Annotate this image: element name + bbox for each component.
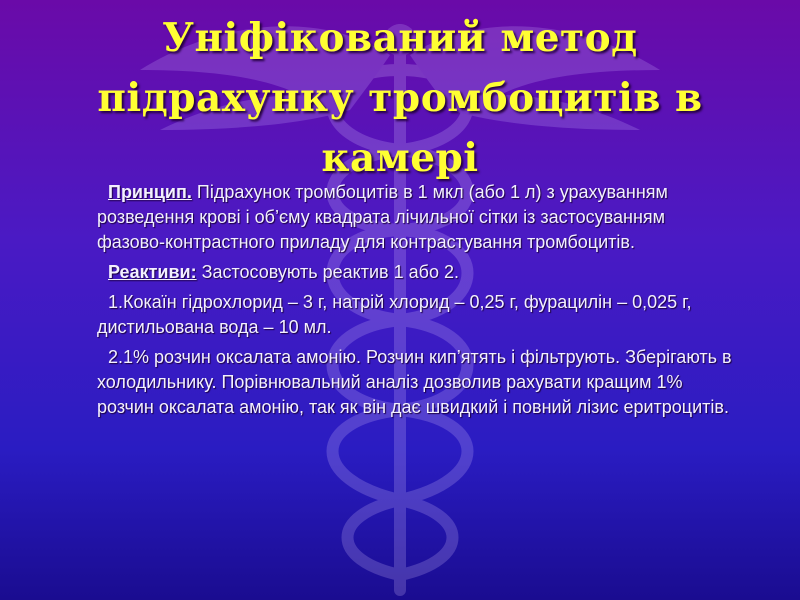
slide-body [97, 180, 737, 425]
principle-paragraph [97, 180, 737, 255]
reagent-2-paragraph: 2.1% розчин оксалата амонію. Розчин кип’ятять і фільтрують. Зберігають в холодильнику. Порівнювальний аналіз дозволив рахувати кращим 1% розчин оксалата амонію, так як він дає швидкий і повний лізис еритроцитів. [97, 347, 732, 417]
principle-label: Принцип. [108, 182, 192, 202]
reagents-paragraph [97, 260, 737, 285]
reagent-1-paragraph: 1.Кокаїн гідрохлорид – 3 г, натрій хлорид – 0,25 г, фурацилін – 0,025 г, дистильована вода – 10 мл. [97, 292, 692, 337]
slide-title: Уніфікований метод підрахунку тромбоцитів в камері [97, 15, 703, 181]
principle-text: Підрахунок тромбоцитів в 1 мкл (або 1 л) з урахуванням розведення крові і об’єму квадрата лічильної сітки із застосуванням фазово-контрастного приладу для контрастування тромбоцитів. [97, 182, 668, 252]
reagents-label: Реактиви: [108, 262, 197, 282]
reagents-text: Застосовують реактив 1 або 2. [196, 262, 459, 282]
